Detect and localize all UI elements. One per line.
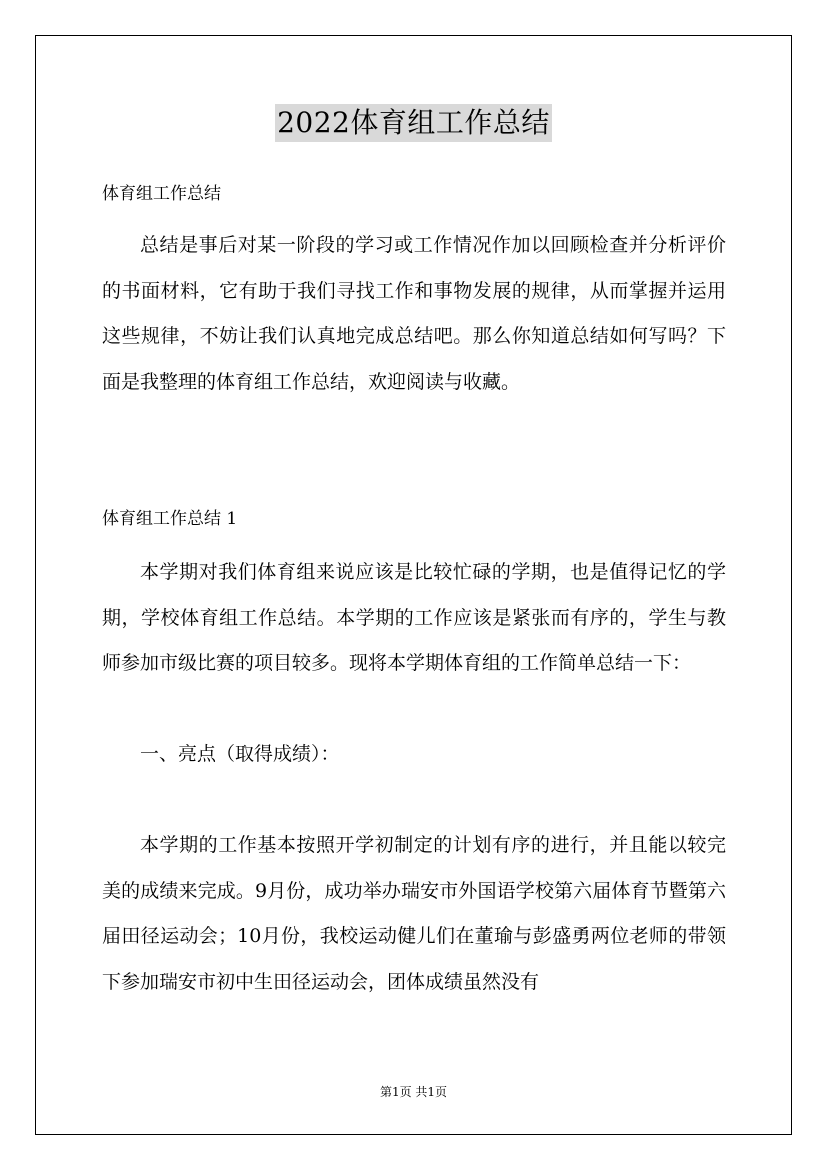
section1-paragraph-1: 本学期对我们体育组来说应该是比较忙碌的学期，也是值得记忆的学期，学校体育组工作总结。本学期的工作应该是紧张而有序的，学生与教师参加市级比赛的项目较多。现将本学期体育组的工作简单总结一下： bbox=[102, 561, 726, 674]
highlight-heading: 一、亮点（取得成绩）： bbox=[140, 743, 340, 765]
section1-heading: 体育组工作总结 1 bbox=[102, 509, 238, 529]
subtitle-heading: 体育组工作总结 bbox=[102, 184, 221, 204]
intro-paragraph: 总结是事后对某一阶段的学习或工作情况作加以回顾检查并分析评价的书面材料，它有助于我们寻找工作和事物发展的规律，从而掌握并运用这些规律，不妨让我们认真地完成总结吧。那么你知道总结如何写吗？下面是我整理的体育组工作总结，欢迎阅读与收藏。 bbox=[102, 234, 726, 393]
page-footer: 第1页 共1页 bbox=[379, 1085, 448, 1099]
title-container bbox=[0, 104, 827, 142]
section1-paragraph-2: 本学期的工作基本按照开学初制定的计划有序的进行，并且能以较完美的成绩来完成。9月份，成功举办瑞安市外国语学校第六届体育节暨第六届田径运动会；10月份，我校运动健儿们在董瑜与彭盛勇两位老师的带领下参加瑞安市初中生田径运动会，团体成绩虽然没有 bbox=[102, 834, 726, 993]
document-title: 2022体育组工作总结 bbox=[275, 104, 552, 142]
